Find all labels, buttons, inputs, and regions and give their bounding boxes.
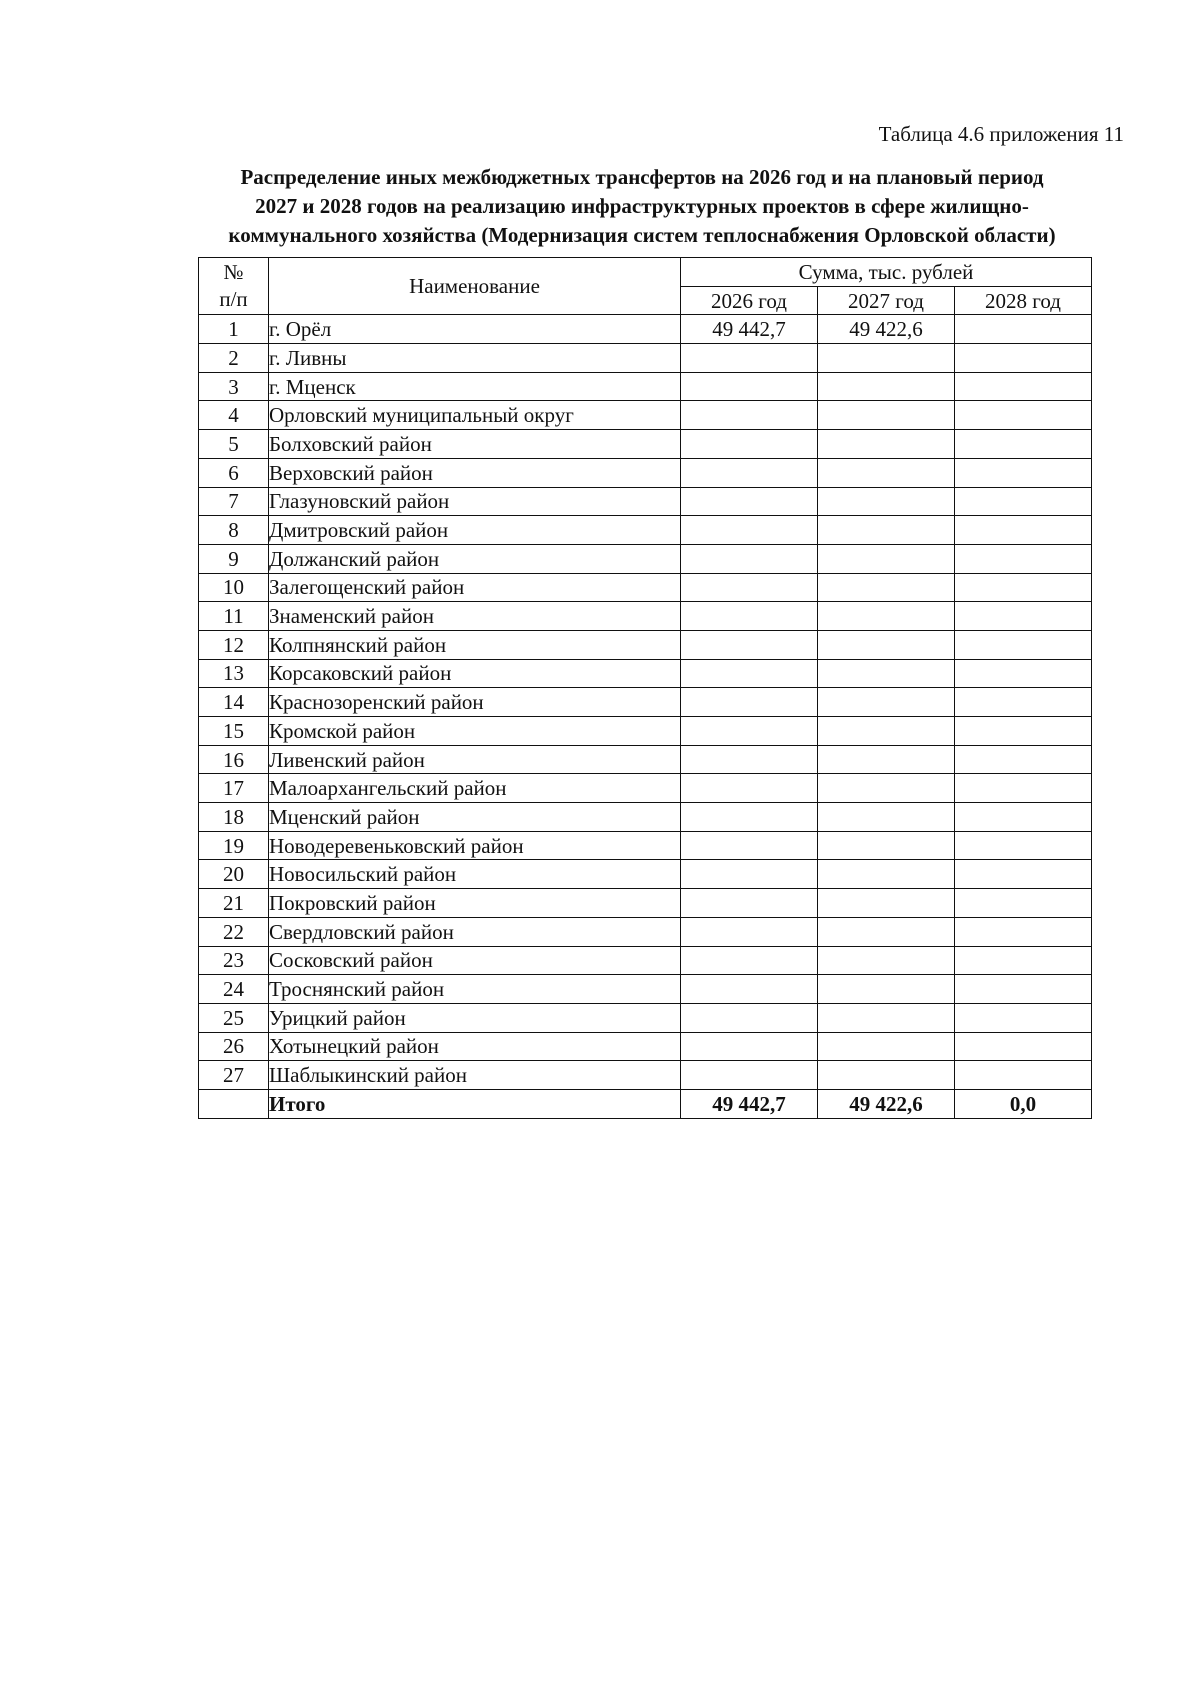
row-value-2028: [955, 1003, 1092, 1032]
row-name: Корсаковский район: [269, 659, 681, 688]
row-name: Глазуновский район: [269, 487, 681, 516]
row-value-2027: [818, 659, 955, 688]
row-name: Шаблыкинский район: [269, 1061, 681, 1090]
row-name: Должанский район: [269, 544, 681, 573]
table-row: [199, 458, 1092, 487]
row-value-2026: [681, 430, 818, 459]
row-value-2028: [955, 516, 1092, 545]
row-value-2026: [681, 602, 818, 631]
row-value-2026: [681, 544, 818, 573]
row-value-2026: [681, 831, 818, 860]
column-header-year-2027: 2027 год: [818, 286, 955, 315]
row-name: Покровский район: [269, 889, 681, 918]
row-number: 20: [199, 860, 269, 889]
row-value-2026: [681, 745, 818, 774]
row-name: Мценский район: [269, 803, 681, 832]
row-name: Верховский район: [269, 458, 681, 487]
total-row: [199, 1089, 1092, 1118]
title-line: 2027 и 2028 годов на реализацию инфраструктурных проектов в сфере жилищно-: [255, 194, 1029, 218]
row-number: 15: [199, 717, 269, 746]
row-name: Новодеревеньковский район: [269, 831, 681, 860]
row-name: Урицкий район: [269, 1003, 681, 1032]
row-value-2027: [818, 803, 955, 832]
row-value-2028: [955, 803, 1092, 832]
row-value-2028: [955, 573, 1092, 602]
row-value-2026: [681, 516, 818, 545]
row-number: 12: [199, 630, 269, 659]
row-value-2027: [818, 573, 955, 602]
header-row: [199, 258, 1092, 287]
table-row: [199, 401, 1092, 430]
table-row: [199, 544, 1092, 573]
row-name: Свердловский район: [269, 917, 681, 946]
row-value-2027: [818, 745, 955, 774]
row-name: Залегощенский район: [269, 573, 681, 602]
row-value-2028: [955, 372, 1092, 401]
row-value-2027: [818, 458, 955, 487]
row-value-2027: 49 422,6: [818, 315, 955, 344]
row-name: Новосильский район: [269, 860, 681, 889]
row-name: Ливенский район: [269, 745, 681, 774]
table-row: [199, 315, 1092, 344]
table-row: [199, 602, 1092, 631]
column-header-sum: Сумма, тыс. рублей: [681, 258, 1092, 287]
total-label: Итого: [269, 1089, 681, 1118]
table-row: [199, 372, 1092, 401]
row-value-2026: [681, 458, 818, 487]
row-value-2027: [818, 487, 955, 516]
row-number: 14: [199, 688, 269, 717]
row-number: 6: [199, 458, 269, 487]
row-value-2027: [818, 372, 955, 401]
row-name: Орловский муниципальный округ: [269, 401, 681, 430]
row-name: Краснозоренский район: [269, 688, 681, 717]
row-value-2027: [818, 688, 955, 717]
row-value-2027: [818, 774, 955, 803]
table-row: [199, 946, 1092, 975]
row-name: Дмитровский район: [269, 516, 681, 545]
row-value-2027: [818, 602, 955, 631]
row-value-2027: [818, 917, 955, 946]
table-row: [199, 917, 1092, 946]
row-value-2028: [955, 458, 1092, 487]
row-name: Малоархангельский район: [269, 774, 681, 803]
column-header-number-line1: №: [223, 260, 244, 285]
row-value-2028: [955, 889, 1092, 918]
row-number: 23: [199, 946, 269, 975]
total-value-2026: 49 442,7: [681, 1089, 818, 1118]
row-value-2028: [955, 831, 1092, 860]
row-value-2026: [681, 401, 818, 430]
total-number: [199, 1089, 269, 1118]
row-value-2028: [955, 602, 1092, 631]
row-value-2027: [818, 344, 955, 373]
row-number: 26: [199, 1032, 269, 1061]
table-row: [199, 630, 1092, 659]
row-name: г. Ливны: [269, 344, 681, 373]
row-value-2027: [818, 1061, 955, 1090]
row-value-2026: [681, 573, 818, 602]
title-line: Распределение иных межбюджетных трансфертов на 2026 год и на плановый период: [240, 165, 1044, 189]
row-value-2026: [681, 344, 818, 373]
row-number: 27: [199, 1061, 269, 1090]
row-value-2026: [681, 860, 818, 889]
table-row: [199, 659, 1092, 688]
row-name: Сосковский район: [269, 946, 681, 975]
row-value-2026: [681, 688, 818, 717]
row-value-2028: [955, 1032, 1092, 1061]
total-value-2027: 49 422,6: [818, 1089, 955, 1118]
row-value-2026: [681, 774, 818, 803]
table-body: [199, 315, 1092, 1118]
row-number: 11: [199, 602, 269, 631]
row-value-2028: [955, 659, 1092, 688]
row-value-2026: [681, 946, 818, 975]
row-name: Троснянский район: [269, 975, 681, 1004]
document-title: [160, 163, 1124, 250]
row-value-2028: [955, 860, 1092, 889]
table-row: [199, 430, 1092, 459]
row-number: 7: [199, 487, 269, 516]
table-row: [199, 688, 1092, 717]
row-number: 25: [199, 1003, 269, 1032]
row-value-2027: [818, 860, 955, 889]
row-number: 8: [199, 516, 269, 545]
row-value-2028: [955, 688, 1092, 717]
row-number: 18: [199, 803, 269, 832]
row-value-2028: [955, 487, 1092, 516]
row-value-2027: [818, 889, 955, 918]
row-number: 19: [199, 831, 269, 860]
row-number: 9: [199, 544, 269, 573]
row-value-2027: [818, 401, 955, 430]
table-row: [199, 889, 1092, 918]
column-header-year-2028: 2028 год: [955, 286, 1092, 315]
row-value-2028: [955, 917, 1092, 946]
table-row: [199, 487, 1092, 516]
row-value-2028: [955, 544, 1092, 573]
row-value-2028: [955, 946, 1092, 975]
row-value-2026: [681, 372, 818, 401]
row-number: 4: [199, 401, 269, 430]
row-value-2026: [681, 630, 818, 659]
row-value-2028: [955, 717, 1092, 746]
row-number: 17: [199, 774, 269, 803]
row-number: 1: [199, 315, 269, 344]
row-value-2028: [955, 430, 1092, 459]
row-number: 21: [199, 889, 269, 918]
row-value-2026: [681, 975, 818, 1004]
row-name: Хотынецкий район: [269, 1032, 681, 1061]
column-header-number-line2: п/п: [219, 287, 248, 312]
table-row: [199, 975, 1092, 1004]
row-value-2028: [955, 1061, 1092, 1090]
row-number: 24: [199, 975, 269, 1004]
column-header-year-2026: 2026 год: [681, 286, 818, 315]
table-row: [199, 774, 1092, 803]
row-value-2027: [818, 430, 955, 459]
row-number: 13: [199, 659, 269, 688]
row-value-2028: [955, 344, 1092, 373]
row-value-2027: [818, 630, 955, 659]
row-number: 2: [199, 344, 269, 373]
row-value-2026: [681, 1032, 818, 1061]
table-row: [199, 803, 1092, 832]
row-value-2028: [955, 401, 1092, 430]
table-row: [199, 860, 1092, 889]
row-value-2027: [818, 975, 955, 1004]
row-value-2026: [681, 487, 818, 516]
table-row: [199, 516, 1092, 545]
appendix-reference: Таблица 4.6 приложения 11: [878, 122, 1124, 146]
row-number: 10: [199, 573, 269, 602]
row-value-2027: [818, 544, 955, 573]
row-number: 16: [199, 745, 269, 774]
row-value-2027: [818, 946, 955, 975]
row-value-2026: [681, 717, 818, 746]
allocation-table: [198, 257, 1092, 1119]
row-value-2026: [681, 803, 818, 832]
row-value-2026: [681, 659, 818, 688]
row-value-2027: [818, 516, 955, 545]
row-value-2027: [818, 717, 955, 746]
row-value-2027: [818, 831, 955, 860]
table-row: [199, 717, 1092, 746]
row-name: г. Орёл: [269, 315, 681, 344]
row-name: Болховский район: [269, 430, 681, 459]
table-row: [199, 1003, 1092, 1032]
row-value-2026: [681, 1061, 818, 1090]
row-value-2028: [955, 975, 1092, 1004]
row-name: г. Мценск: [269, 372, 681, 401]
table-row: [199, 1061, 1092, 1090]
row-value-2026: [681, 889, 818, 918]
row-value-2026: [681, 1003, 818, 1032]
total-value-2028: 0,0: [955, 1089, 1092, 1118]
row-number: 3: [199, 372, 269, 401]
row-number: 22: [199, 917, 269, 946]
table-row: [199, 344, 1092, 373]
row-value-2028: [955, 774, 1092, 803]
row-value-2028: [955, 745, 1092, 774]
row-value-2027: [818, 1003, 955, 1032]
table-row: [199, 573, 1092, 602]
column-header-name: Наименование: [269, 258, 681, 315]
row-value-2028: [955, 315, 1092, 344]
row-value-2026: 49 442,7: [681, 315, 818, 344]
row-name: Знаменский район: [269, 602, 681, 631]
table-row: [199, 831, 1092, 860]
row-number: 5: [199, 430, 269, 459]
row-name: Колпнянский район: [269, 630, 681, 659]
row-name: Кромской район: [269, 717, 681, 746]
title-line: коммунального хозяйства (Модернизация систем теплоснабжения Орловской области): [228, 223, 1056, 247]
table-row: [199, 1032, 1092, 1061]
table-row: [199, 745, 1092, 774]
row-value-2028: [955, 630, 1092, 659]
row-value-2027: [818, 1032, 955, 1061]
row-value-2026: [681, 917, 818, 946]
column-header-number: [199, 258, 269, 315]
